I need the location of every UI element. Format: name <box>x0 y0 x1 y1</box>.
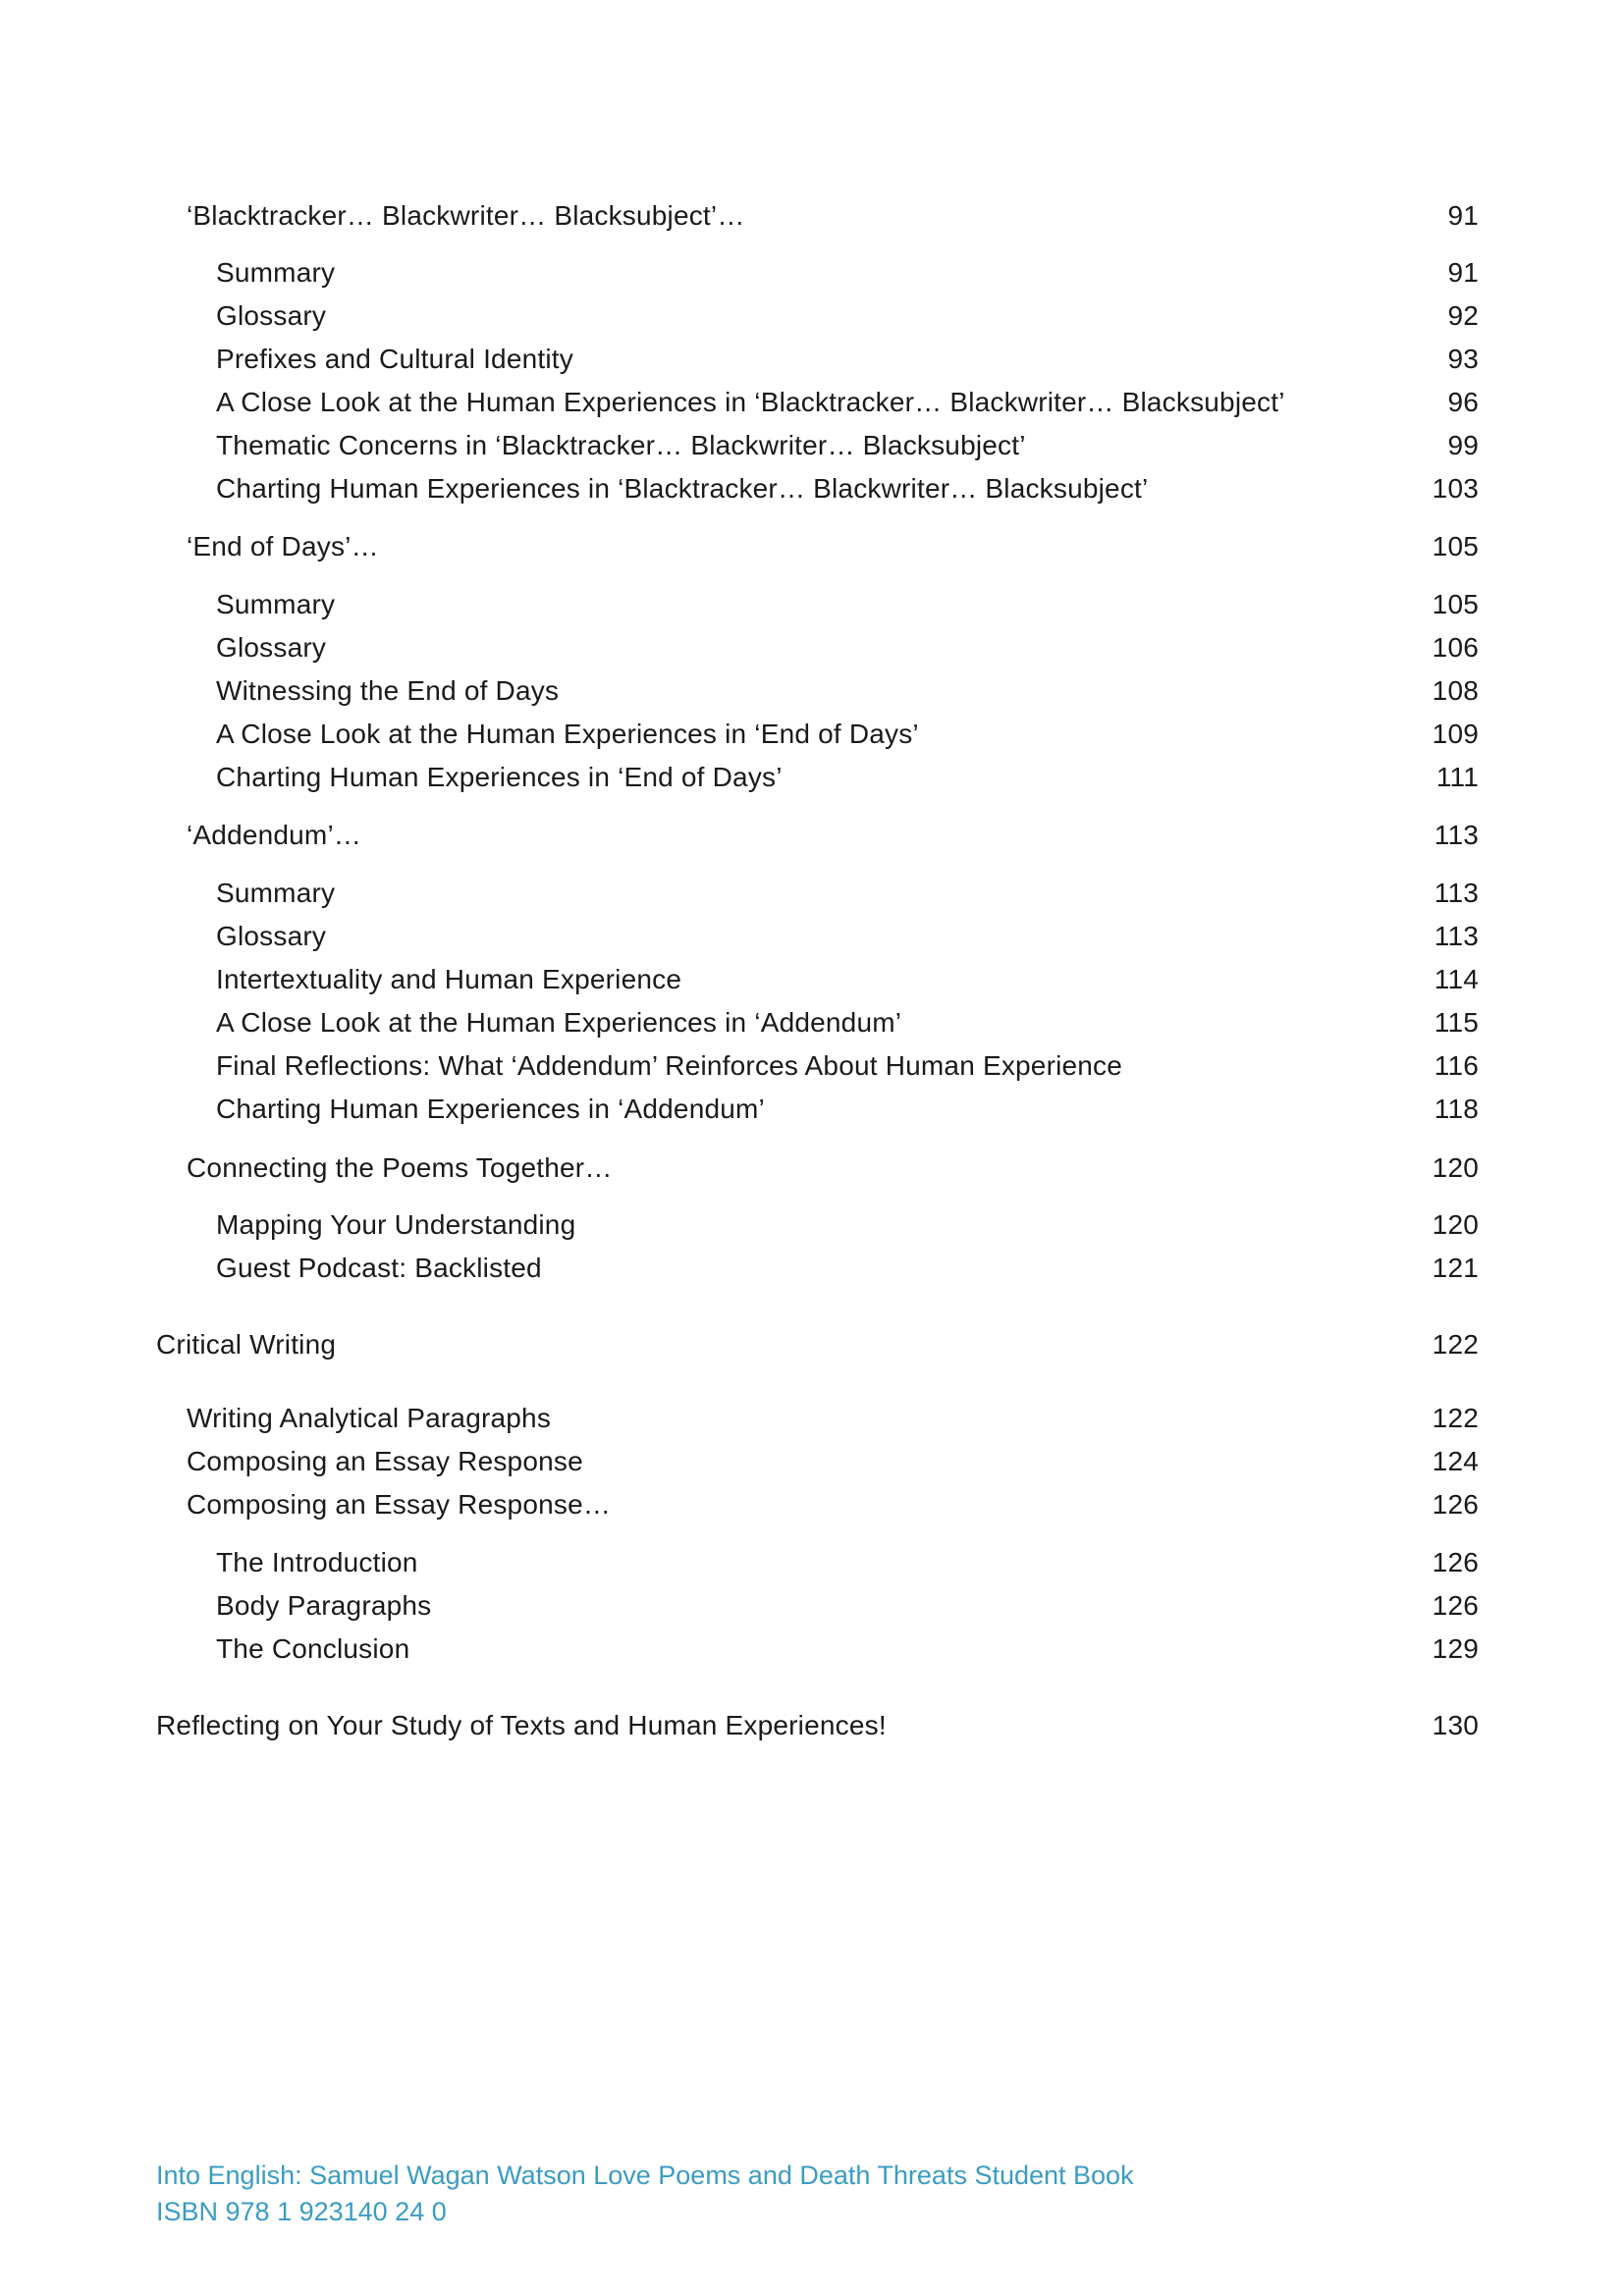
toc-entry-page: 103 <box>1432 473 1479 504</box>
toc-entry-title: Writing Analytical Paragraphs <box>187 1403 552 1433</box>
toc-entry-title: Glossary <box>216 921 327 951</box>
toc-entry-page: 122 <box>1432 1403 1479 1433</box>
toc-entry[interactable] <box>216 1249 1479 1288</box>
toc-entry[interactable] <box>216 585 1479 624</box>
toc-entry-page: 124 <box>1432 1446 1479 1476</box>
toc-entry-page: 92 <box>1447 300 1479 331</box>
toc-entry[interactable] <box>216 1629 1479 1669</box>
toc-entry-page: 126 <box>1432 1489 1479 1520</box>
toc-entry-title: Summary <box>216 878 336 908</box>
toc-entry-title: Summary <box>216 589 336 619</box>
toc-entry[interactable] <box>216 426 1479 465</box>
toc-entry[interactable] <box>216 628 1479 667</box>
toc-entry-page: 96 <box>1447 387 1479 417</box>
toc-entry[interactable] <box>216 1543 1479 1582</box>
toc-entry-page: 113 <box>1434 921 1479 951</box>
toc-entry[interactable] <box>216 671 1479 711</box>
toc-entry-title: A Close Look at the Human Experiences in ‘Addendum’ <box>216 1007 902 1038</box>
toc-entry-title: The Introduction <box>216 1547 418 1577</box>
toc-entry-title: Charting Human Experiences in ‘End of Days’ <box>216 762 783 792</box>
footer-isbn: ISBN 978 1 923140 24 0 <box>156 2197 447 2226</box>
toc-entry-page: 91 <box>1447 257 1479 288</box>
toc-entry-page: 106 <box>1432 632 1479 663</box>
toc-entry[interactable] <box>187 527 1479 566</box>
toc-entry-page: 130 <box>1432 1710 1479 1740</box>
toc-entry-title: Summary <box>216 257 336 288</box>
toc-entry-title: Composing an Essay Response <box>187 1446 583 1476</box>
toc-entry-page: 116 <box>1434 1050 1479 1081</box>
toc-entry[interactable] <box>216 715 1479 754</box>
toc-entry[interactable] <box>216 874 1479 913</box>
toc-entry-page: 108 <box>1432 675 1479 706</box>
toc-entry[interactable] <box>156 1706 1479 1745</box>
toc-entry[interactable] <box>187 1485 1479 1524</box>
footer-book-title: Into English: Samuel Wagan Watson Love Poems and Death Threats Student Book <box>156 2161 1134 2190</box>
toc-entry-page: 115 <box>1434 1007 1479 1038</box>
toc-entry-title: Composing an Essay Response… <box>187 1489 612 1520</box>
toc-entry-title: ‘Addendum’… <box>187 820 362 850</box>
toc-entry-page: 105 <box>1432 589 1479 619</box>
toc-entry-title: Charting Human Experiences in ‘Blacktracker… Blackwriter… Blacksubject’ <box>216 473 1149 504</box>
toc-entry[interactable] <box>187 816 1479 855</box>
toc-entry-title: The Conclusion <box>216 1633 410 1664</box>
toc-entry[interactable] <box>187 1442 1479 1481</box>
toc-entry-title: A Close Look at the Human Experiences in ‘End of Days’ <box>216 719 919 749</box>
toc-entry[interactable] <box>216 960 1479 999</box>
toc-entry[interactable] <box>216 253 1479 293</box>
toc-entry[interactable] <box>216 1046 1479 1086</box>
toc-entry[interactable] <box>216 296 1479 336</box>
toc-entry[interactable] <box>187 1148 1479 1188</box>
toc-entry[interactable] <box>216 1090 1479 1129</box>
toc-entry-title: Thematic Concerns in ‘Blacktracker… Blackwriter… Blacksubject’ <box>216 430 1026 460</box>
toc-entry-page: 126 <box>1432 1547 1479 1577</box>
toc-entry-title: Glossary <box>216 300 327 331</box>
toc-entry[interactable] <box>216 917 1479 956</box>
toc-entry[interactable] <box>216 469 1479 508</box>
toc-entry-page: 93 <box>1447 344 1479 374</box>
toc-entry-page: 113 <box>1434 878 1479 908</box>
toc-entry-title: Prefixes and Cultural Identity <box>216 344 573 374</box>
toc-entry-title: Critical Writing <box>156 1329 337 1360</box>
toc-entry[interactable] <box>156 1325 1479 1364</box>
toc-entry-title: Intertextuality and Human Experience <box>216 964 682 994</box>
toc-entry-page: 129 <box>1432 1633 1479 1664</box>
toc-entry-title: Connecting the Poems Together… <box>187 1152 613 1183</box>
toc-entry-title: Glossary <box>216 632 327 663</box>
toc-entry[interactable] <box>216 758 1479 797</box>
toc-entry-title: Final Reflections: What ‘Addendum’ Reinforces About Human Experience <box>216 1050 1123 1081</box>
toc-entry-page: 122 <box>1432 1329 1479 1360</box>
toc-entry-page: 111 <box>1435 762 1479 792</box>
toc-entry-title: ‘End of Days’… <box>187 531 379 561</box>
toc-entry[interactable] <box>216 1003 1479 1042</box>
toc-entry[interactable] <box>216 1586 1479 1626</box>
toc-entry-page: 109 <box>1432 719 1479 749</box>
toc-entry-page: 91 <box>1447 200 1479 231</box>
toc-entry[interactable] <box>216 1205 1479 1245</box>
toc-entry-page: 114 <box>1434 964 1479 994</box>
toc-entry-title: A Close Look at the Human Experiences in ‘Blacktracker… Blackwriter… Blacksubject’ <box>216 387 1285 417</box>
toc-entry-title: ‘Blacktracker… Blackwriter… Blacksubject’… <box>187 200 745 231</box>
toc-entry-title: Body Paragraphs <box>216 1590 432 1621</box>
toc-entry-page: 118 <box>1434 1094 1479 1124</box>
toc-entry-page: 120 <box>1432 1152 1479 1183</box>
toc-entry-page: 113 <box>1434 820 1479 850</box>
toc-entry[interactable] <box>187 196 1479 236</box>
toc-entry-page: 126 <box>1432 1590 1479 1621</box>
toc-entry-page: 120 <box>1432 1209 1479 1240</box>
toc-entry-title: Reflecting on Your Study of Texts and Human Experiences! <box>156 1710 887 1740</box>
toc-entry-title: Witnessing the End of Days <box>216 675 560 706</box>
toc-entry-page: 99 <box>1447 430 1479 460</box>
toc-entry[interactable] <box>216 383 1479 422</box>
toc-entry-title: Mapping Your Understanding <box>216 1209 576 1240</box>
toc-entry[interactable] <box>216 340 1479 379</box>
toc-entry-title: Charting Human Experiences in ‘Addendum’ <box>216 1094 765 1124</box>
toc-entry-title: Guest Podcast: Backlisted <box>216 1253 542 1283</box>
toc-entry-page: 121 <box>1432 1253 1479 1283</box>
toc-entry-page: 105 <box>1432 531 1479 561</box>
toc-entry[interactable] <box>187 1399 1479 1438</box>
